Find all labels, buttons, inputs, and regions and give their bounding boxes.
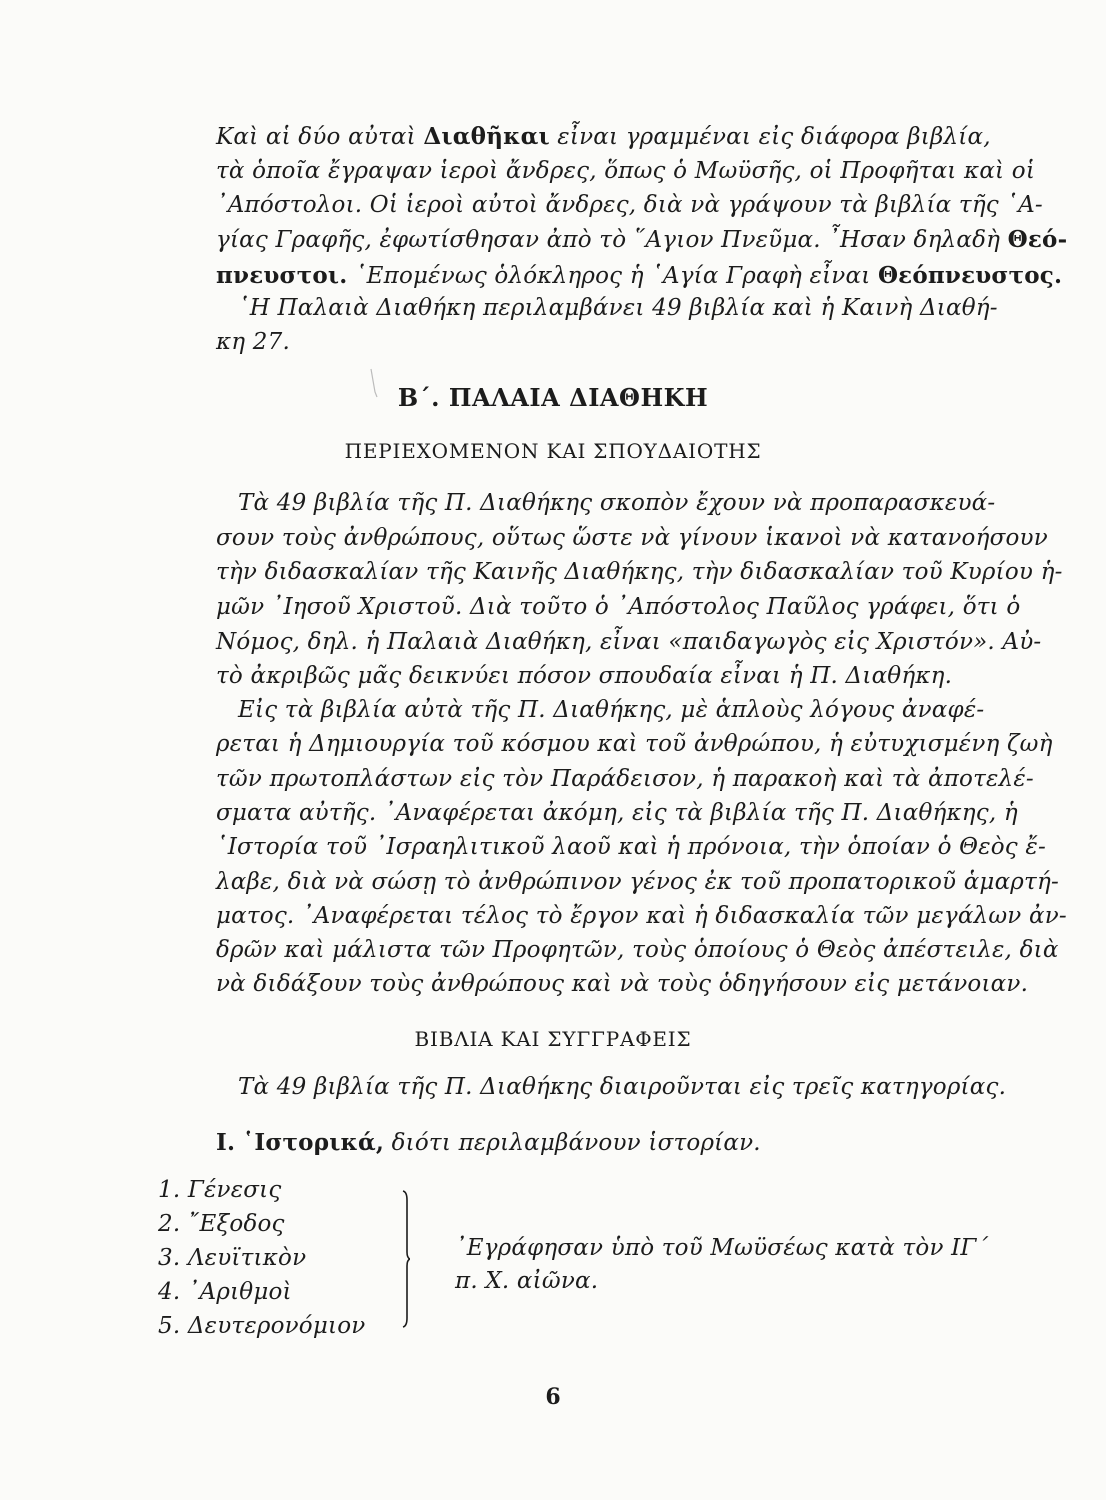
p3-line-1: Εἰς τὰ βιβλία αὐτὰ τῆς Π. Διαθήκης, μὲ ἁπλοὺς λόγους ἀναφέ-	[238, 697, 985, 723]
category-heading	[216, 1129, 761, 1156]
p1-line-3: ᾿Απόστολοι. Οἱ ἱεροὶ αὐτοὶ ἄνδρες, διὰ νὰ γράψουν τὰ βιβλία τῆς ῾Α-	[216, 192, 1043, 218]
p4-line: Τὰ 49 βιβλία τῆς Π. Διαθήκης διαιροῦνται εἰς τρεῖς κατηγορίας.	[238, 1074, 1007, 1100]
p3-line-5: ῾Ιστορία τοῦ ᾿Ισραηλιτικοῦ λαοῦ καὶ ἡ πρόνοια, τὴν ὁποίαν ὁ Θεὸς ἔ-	[216, 834, 1046, 860]
p3-line-3: τῶν πρωτοπλάστων εἰς τὸν Παράδεισον, ἡ παρακοὴ καὶ τὰ ἀποτελέ-	[216, 766, 1034, 792]
bold-term: Θεόπνευστος.	[877, 262, 1063, 289]
p2-line-3: τὴν διδασκαλίαν τῆς Καινῆς Διαθήκης, τὴν διδασκαλίαν τοῦ Κυρίου ἡ-	[216, 559, 1063, 585]
p1-line-4	[216, 226, 1067, 253]
book-item: 1. Γένεσις	[158, 1177, 282, 1203]
books-note-line-2: π. Χ. αἰῶνα.	[455, 1268, 599, 1294]
p3-line-7: ματος. ᾿Αναφέρεται τέλος τὸ ἔργον καὶ ἡ διδασκαλία τῶν μεγάλων ἀν-	[216, 903, 1067, 929]
p1-line-6: ῾Η Παλαιὰ Διαθήκη περιλαμβάνει 49 βιβλία καὶ ἡ Καινὴ Διαθή-	[238, 295, 998, 321]
brace-divider	[402, 1190, 410, 1328]
p1-line-2: τὰ ὁποῖα ἔγραψαν ἱεροὶ ἄνδρες, ὅπως ὁ Μωϋσῆς, οἱ Προφῆται καὶ οἱ	[216, 158, 1036, 184]
text: εἶναι γραμμέναι εἰς διάφορα βιβλία,	[549, 124, 991, 150]
p2-line-4: μῶν ᾿Ιησοῦ Χριστοῦ. Διὰ τοῦτο ὁ ᾿Απόστολος Παῦλος γράφει, ὅτι ὁ	[216, 594, 1021, 620]
bold-term: πνευστοι.	[216, 262, 348, 289]
book-item: 5. Δευτερονόμιον	[158, 1313, 366, 1339]
category-description: διότι περιλαμβάνουν ἱστορίαν.	[384, 1130, 761, 1156]
page-number: 6	[545, 1384, 561, 1410]
section-title: Β΄. ΠΑΛΑΙΑ ΔΙΑΘΗΚΗ	[397, 383, 709, 412]
p3-line-6: λαβε, διὰ νὰ σώσῃ τὸ ἀνθρώπινον γένος ἐκ τοῦ προπατορικοῦ ἁμαρτή-	[216, 869, 1059, 895]
subtitle-contents: ΠΕΡΙΕΧΟΜΕΝΟΝ ΚΑΙ ΣΠΟΥΔΑΙΟΤΗΣ	[344, 439, 762, 463]
text: ῾Επομένως ὁλόκληρος ἡ ῾Αγία Γραφὴ εἶναι	[347, 263, 878, 289]
subtitle-books: ΒΙΒΛΙΑ ΚΑΙ ΣΥΓΓΡΑΦΕΙΣ	[414, 1027, 692, 1051]
books-note-line-1: ᾿Εγράφησαν ὑπὸ τοῦ Μωϋσέως κατὰ τὸν ΙΓ΄	[455, 1235, 989, 1261]
book-item: 4. ᾿Αριθμοὶ	[158, 1279, 292, 1305]
text: γίας Γραφῆς, ἐφωτίσθησαν ἀπὸ τὸ ῞Αγιον Πνεῦμα. ῏Ησαν δηλαδὴ	[216, 227, 1008, 253]
p2-line-5: Νόμος, δηλ. ἡ Παλαιὰ Διαθήκη, εἶναι «παιδαγωγὸς εἰς Χριστόν». Αὐ-	[216, 629, 1042, 655]
p2-line-2: σουν τοὺς ἀνθρώπους, οὕτως ὥστε νὰ γίνουν ἱκανοὶ νὰ κατανοήσουν	[216, 525, 1048, 551]
bold-term: Θεό-	[1007, 226, 1068, 253]
book-item: 3. Λευϊτικὸν	[158, 1245, 307, 1271]
p3-line-4: σματα αὐτῆς. ᾿Αναφέρεται ἀκόμη, εἰς τὰ βιβλία τῆς Π. Διαθήκης, ἡ	[216, 800, 1018, 826]
p3-line-9: νὰ διδάξουν τοὺς ἀνθρώπους καὶ νὰ τοὺς ὁδηγήσουν εἰς μετάνοιαν.	[216, 971, 1029, 997]
p1-line-1	[216, 123, 991, 150]
p2-line-6: τὸ ἀκριβῶς μᾶς δεικνύει πόσον σπουδαία εἶναι ἡ Π. Διαθήκη.	[216, 663, 953, 689]
bold-term: Διαθῆκαι	[423, 123, 550, 150]
p2-line-1: Τὰ 49 βιβλία τῆς Π. Διαθήκης σκοπὸν ἔχουν νὰ προπαρασκευά-	[238, 490, 996, 516]
category-name: ῾Ιστορικά,	[242, 1129, 385, 1156]
p1-line-7: κη 27.	[216, 329, 290, 355]
text: Καὶ αἱ δύο αὐταὶ	[216, 124, 424, 150]
category-number: Ι.	[216, 1129, 236, 1156]
p1-line-5	[216, 262, 1062, 289]
p3-line-2: ρεται ἡ Δημιουργία τοῦ κόσμου καὶ τοῦ ἀνθρώπου, ἡ εὐτυχισμένη ζωὴ	[216, 731, 1053, 757]
p3-line-8: δρῶν καὶ μάλιστα τῶν Προφητῶν, τοὺς ὁποίους ὁ Θεὸς ἀπέστειλε, διὰ	[216, 937, 1059, 963]
book-item: 2. ῎Εξοδος	[158, 1211, 285, 1237]
